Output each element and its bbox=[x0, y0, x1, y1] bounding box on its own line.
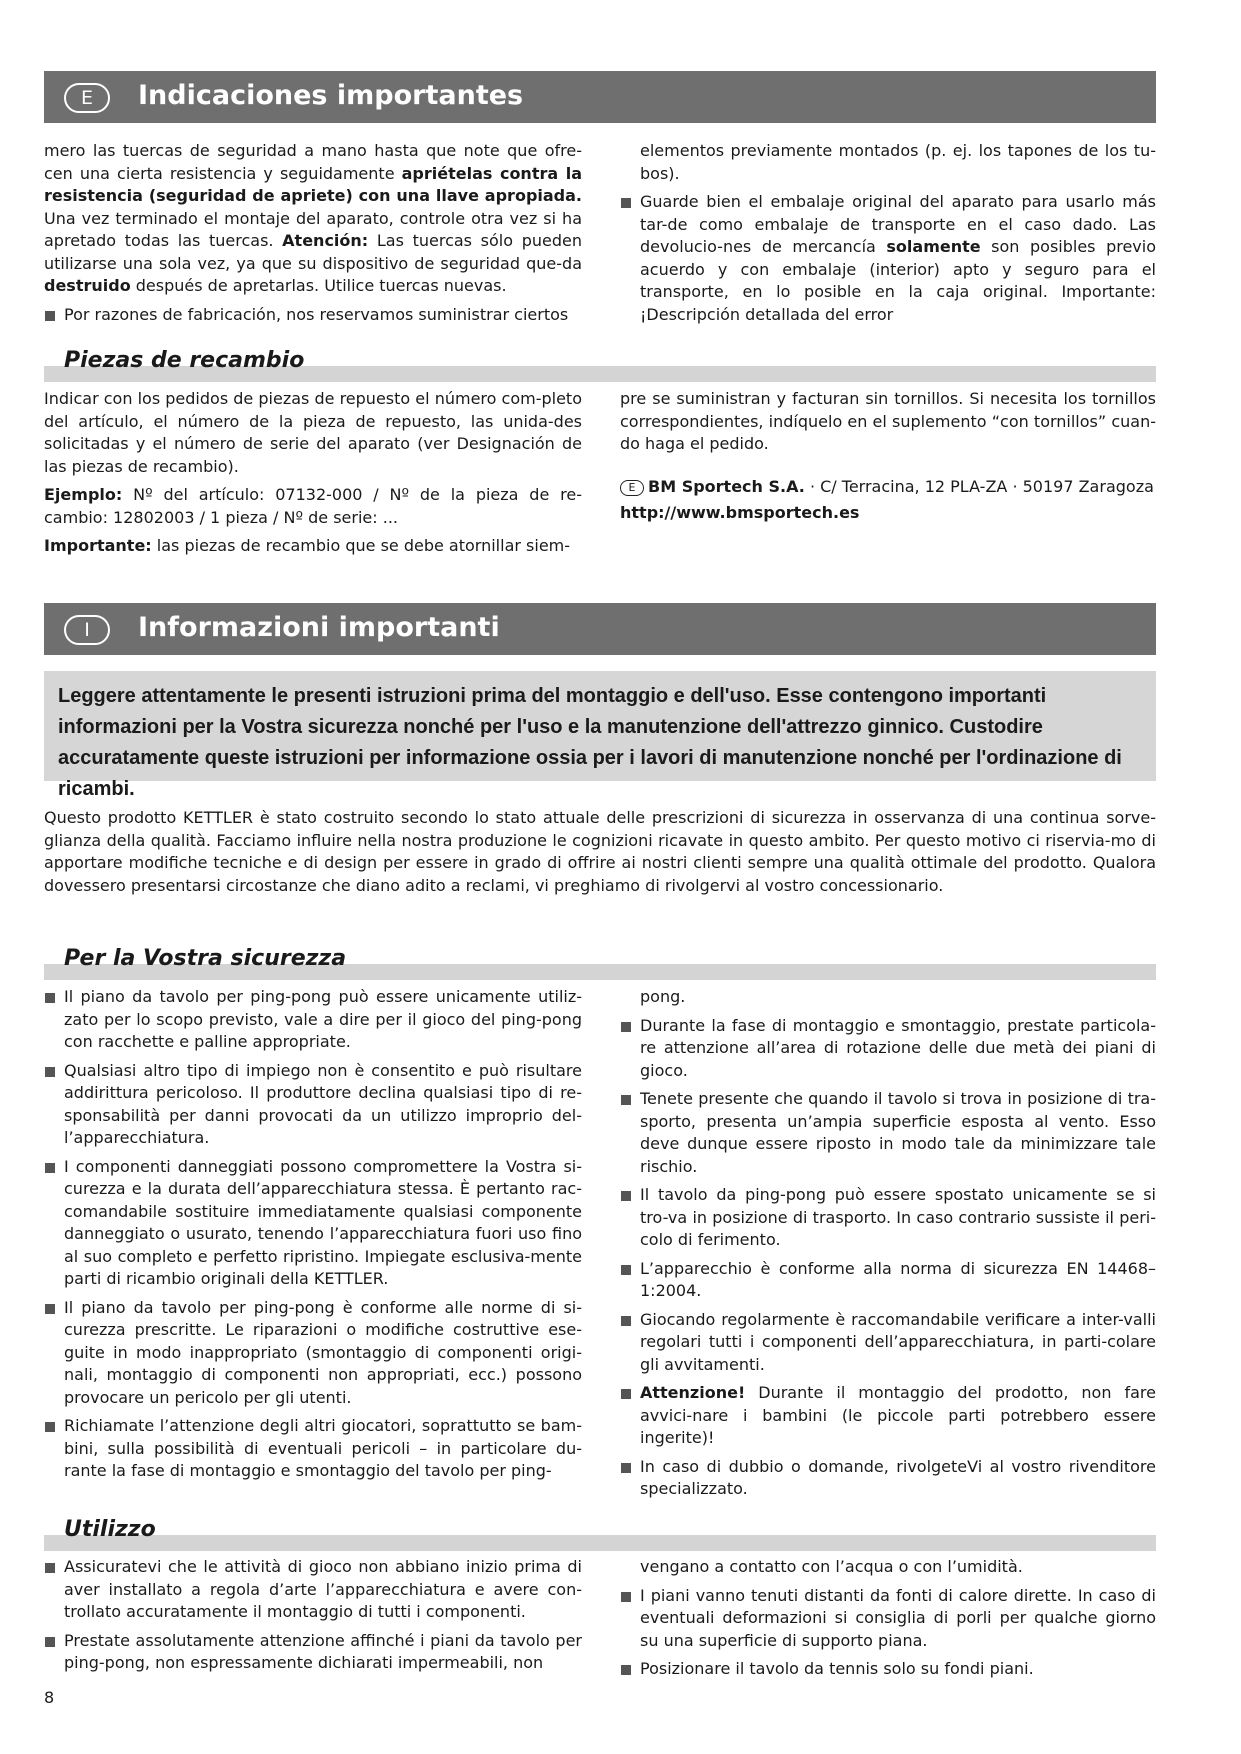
bullet-icon bbox=[45, 1163, 55, 1173]
list-item: Tenete presente che quando il tavolo si trova in posizione di tra-sporto, presenta un’ampia superficie esposta al vento. Esso deve dunque essere riposto in modo tale da minimizzare tale rischio. bbox=[620, 1088, 1156, 1178]
intro-text: Leggere attentamente le presenti istruzioni prima del montaggio e dell'uso. Esse contengono importanti informazioni per la Vostra sicurezza nonché per l'uso e la manutenzione dell'attrezzo ginnico. Custodire accuratamente queste istruzioni per informazione ossia per i lavori di manutenzione nonché per l'ordinazione di ricambi. bbox=[58, 685, 1122, 800]
bullet-icon bbox=[45, 1304, 55, 1314]
list-item: Prestate assolutamente attenzione affinché i piani da tavolo per ping-pong, non espressamente dichiarati impermeabili, non bbox=[44, 1630, 582, 1675]
list-item: Qualsiasi altro tipo di impiego non è consentito e può risultare addirittura pericoloso. Il produttore declina qualsiasi tipo di re-sponsabilità per danni provocati da un utilizzo improprio del-l’apparecchiatura. bbox=[44, 1060, 582, 1150]
bullet-icon bbox=[45, 311, 55, 321]
bullet-icon bbox=[621, 1389, 631, 1399]
list-item: I componenti danneggiati possono compromettere la Vostra si-curezza e la durata dell’apparecchiatura stessa. È pertanto rac-comandabile sostituire immediatamente qualsiasi componente danneggiato o usurato, tenendo l’apparecchiatura fuori uso fino al suo completo e perfetto ripristino. Impiegate esclusiva-mente parti di ricambio originali della KETTLER. bbox=[44, 1156, 582, 1291]
continued-text: vengano a contatto con l’acqua o con l’umidità. bbox=[640, 1557, 1023, 1576]
bullet-icon bbox=[45, 993, 55, 1003]
use-left-column bbox=[44, 1556, 582, 1681]
language-badge-it: I bbox=[64, 615, 110, 645]
list-item: I piani vanno tenuti distanti da fonti di calore dirette. In caso di eventuali deformazioni si consiglia di porli per qualche giorno su una superficie di supporto piana. bbox=[620, 1585, 1156, 1653]
bullet-icon bbox=[621, 1592, 631, 1602]
es-continued-paragraph: elementos previamente montados (p. ej. los tapones de los tu-bos). bbox=[640, 141, 1156, 183]
section-title-es: Indicaciones importantes bbox=[138, 80, 524, 111]
list-item: Il tavolo da ping-pong può essere spostato unicamente se si tro-va in posizione di trasporto. In caso contrario sussiste il peri-colo di ferimento. bbox=[620, 1184, 1156, 1252]
bullet-icon bbox=[45, 1563, 55, 1573]
list-item: Posizionare il tavolo da tennis solo su fondi piani. bbox=[620, 1658, 1156, 1681]
intro-box bbox=[44, 671, 1156, 800]
spares-example: Ejemplo: Nº del artículo: 07132-000 / Nº de la pieza de re-cambio: 12802003 / 1 pieza / Nº de serie: ... bbox=[44, 485, 582, 527]
spares-left-column bbox=[44, 388, 582, 558]
continued-text: pong. bbox=[640, 987, 686, 1006]
list-item: L’apparecchio è conforme alla norma di sicurezza EN 14468–1:2004. bbox=[620, 1258, 1156, 1303]
spares-order-paragraph: Indicar con los pedidos de piezas de repuesto el número com-pleto del artículo, el número de la pieza de repuesto, las unida-des solicitadas y el número de serie del aparato (ver Designación de las piezas de recambio). bbox=[44, 389, 582, 476]
list-item: Richiamate l’attenzione degli altri giocatori, soprattutto se bam-bini, sulla possibilità di eventuali pericoli – in particolare du-rante la fase di montaggio e smontaggio del tavolo per ping- bbox=[44, 1415, 582, 1483]
list-item: Il piano da tavolo per ping-pong può essere unicamente utiliz-zato per lo scopo previsto, vale a dire per il gioco del ping-pong con racchette e palline appropriate. bbox=[44, 986, 582, 1054]
list-item: Durante la fase di montaggio e smontaggio, prestate particola-re attenzione all’area di rotazione delle due metà dei piani di gioco. bbox=[620, 1015, 1156, 1083]
bullet-icon bbox=[621, 1095, 631, 1105]
subheading-bar bbox=[44, 1535, 1156, 1551]
es-left-column bbox=[44, 140, 582, 332]
section-banner-it bbox=[44, 603, 1156, 655]
bullet-icon bbox=[621, 1022, 631, 1032]
list-item: Guarde bien el embalaje original del aparato para usarlo más tar-de como embalaje de transporte en el caso dado. Las devolucio-nes de mercancía solamente son posibles previo acuerdo y con embalaje (interior) apto y seguro para el transporte, en lo posible en la caja original. Importante: ¡Descripción detallada del error bbox=[620, 191, 1156, 326]
spares-important: Importante: las piezas de recambio que se debe atornillar siem- bbox=[44, 536, 571, 555]
bullet-icon bbox=[45, 1067, 55, 1077]
spares-right-column bbox=[620, 388, 1156, 525]
es-nuts-paragraph: mero las tuercas de seguridad a mano hasta que note que ofre-cen una cierta resistencia y seguidamente apriételas contra la resistencia (seguridad de apriete) con una llave apropiada. Una vez terminado el montaje del aparato, controle otra vez si ha apretado todas las tuercas. Atención: Las tuercas sólo pueden utilizarse una sola vez, ya que su dispositivo de seguridad que-da destruido después de apretarlas. Utilice tuercas nuevas. bbox=[44, 141, 582, 295]
bullet-icon bbox=[621, 1316, 631, 1326]
bullet-icon bbox=[45, 1422, 55, 1432]
bullet-icon bbox=[621, 1665, 631, 1675]
list-item: Il piano da tavolo per ping-pong è conforme alle norme di si-curezza prescritte. Le riparazioni o modifiche costruttive ese-guite in modo inappropriato (smontaggio di componenti origi-nali, montaggio di componenti non appropriati, ecc.) possono provocare un pericolo per gli utenti. bbox=[44, 1297, 582, 1410]
kettler-paragraph bbox=[44, 807, 1156, 897]
subheading-safety: Per la Vostra sicurezza bbox=[64, 946, 347, 971]
country-e-icon: E bbox=[620, 480, 644, 496]
subheading-spares: Piezas de recambio bbox=[64, 348, 305, 373]
body-text: Questo prodotto KETTLER è stato costruito secondo lo stato attuale delle prescrizioni di sicurezza in osservanza di una continua sorve-glianza della qualità. Facciamo influire nella nostra produzione le cognizioni ricavate in questo ambito. Per questo motivo ci riservia-mo di apportare modifiche tecniche e di design per essere in grado di offrire ai nostri clienti sempre una qualità ottimale del prodotto. Qualora dovessero presentarsi circostanze che diano adito a reclami, vi preghiamo di rivolgervi al vostro concessionario. bbox=[44, 808, 1156, 895]
list-item: Assicuratevi che le attività di gioco non abbiano inizio prima di aver installato a regola d’arte l’apparecchiatura e avere con-trollato accuratamente il montaggio di tutti i componenti. bbox=[44, 1556, 582, 1624]
es-right-column bbox=[620, 140, 1156, 332]
safety-right-column bbox=[620, 986, 1156, 1507]
safety-left-column bbox=[44, 986, 582, 1489]
list-item: In caso di dubbio o domande, rivolgeteVi al vostro rivenditore specializzato. bbox=[620, 1456, 1156, 1501]
bullet-icon bbox=[621, 1265, 631, 1275]
section-title-it: Informazioni importanti bbox=[138, 612, 500, 643]
spares-screws-paragraph: pre se suministran y facturan sin tornillos. Si necesita los tornillos correspondientes, indíquelo en el suplemento “con tornillos” cuan-do haga el pedido. bbox=[620, 389, 1156, 453]
list-item: Attenzione! Durante il montaggio del prodotto, non fare avvici-nare i bambini (le piccole parti potrebbero essere ingerite)! bbox=[620, 1382, 1156, 1450]
bullet-icon bbox=[45, 1637, 55, 1647]
bullet-icon bbox=[621, 1191, 631, 1201]
bullet-icon bbox=[621, 1463, 631, 1473]
section-banner-es bbox=[44, 71, 1156, 123]
bullet-icon bbox=[621, 198, 631, 208]
use-right-column bbox=[620, 1556, 1156, 1687]
contact-address: E BM Sportech S.A. · C/ Terracina, 12 PLA-ZA · 50197 Zaragoza bbox=[620, 476, 1156, 499]
language-badge-es: E bbox=[64, 83, 110, 113]
list-item: Giocando regolarmente è raccomandabile verificare a inter-valli regolari tutti i componenti dell’apparecchiatura, in parti-colare gli avvitamenti. bbox=[620, 1309, 1156, 1377]
page-number: 8 bbox=[44, 1688, 55, 1707]
contact-url[interactable]: http://www.bmsportech.es bbox=[620, 503, 860, 522]
subheading-use: Utilizzo bbox=[64, 1517, 156, 1542]
list-item: Por razones de fabricación, nos reservamos suministrar ciertos bbox=[44, 304, 582, 327]
